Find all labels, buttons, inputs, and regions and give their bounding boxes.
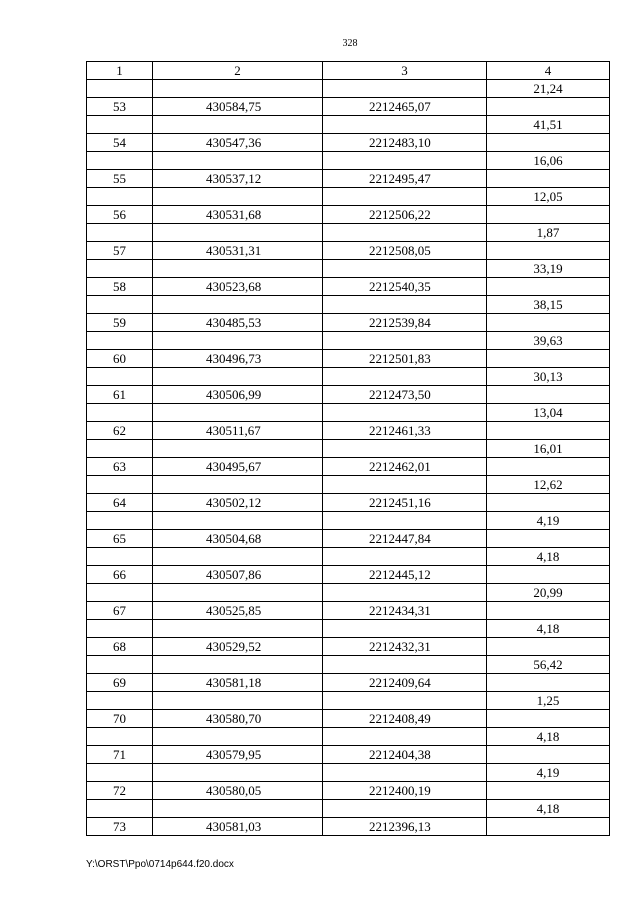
y-coordinate-cell <box>323 368 487 386</box>
distance-cell: 1,87 <box>487 224 610 242</box>
table-row <box>87 350 610 368</box>
x-coordinate-cell <box>153 368 323 386</box>
point-number-cell <box>87 80 153 98</box>
distance-cell: 21,24 <box>487 80 610 98</box>
y-coordinate-cell: 2212396,13 <box>323 818 487 836</box>
table-row <box>87 404 610 422</box>
distance-cell <box>487 242 610 260</box>
table-row <box>87 512 610 530</box>
point-number-cell: 70 <box>87 710 153 728</box>
y-coordinate-cell: 2212404,38 <box>323 746 487 764</box>
x-coordinate-cell: 430485,53 <box>153 314 323 332</box>
x-coordinate-cell: 430581,03 <box>153 818 323 836</box>
table-row <box>87 620 610 638</box>
table-row <box>87 116 610 134</box>
y-coordinate-cell <box>323 620 487 638</box>
table-row <box>87 692 610 710</box>
distance-cell <box>487 530 610 548</box>
y-coordinate-cell <box>323 512 487 530</box>
distance-cell <box>487 170 610 188</box>
distance-cell: 16,06 <box>487 152 610 170</box>
distance-cell <box>487 134 610 152</box>
table-row <box>87 368 610 386</box>
footer-file-path: Y:\ORST\Ppo\0714p644.f20.docx <box>86 859 234 870</box>
table-row <box>87 224 610 242</box>
table-row <box>87 584 610 602</box>
x-coordinate-cell <box>153 260 323 278</box>
x-coordinate-cell <box>153 224 323 242</box>
x-coordinate-cell: 430495,67 <box>153 458 323 476</box>
table-row <box>87 314 610 332</box>
x-coordinate-cell <box>153 512 323 530</box>
point-number-cell: 57 <box>87 242 153 260</box>
point-number-cell <box>87 620 153 638</box>
point-number-cell: 64 <box>87 494 153 512</box>
x-coordinate-cell: 430547,36 <box>153 134 323 152</box>
x-coordinate-cell <box>153 620 323 638</box>
table-row <box>87 728 610 746</box>
table-row <box>87 332 610 350</box>
x-coordinate-cell <box>153 116 323 134</box>
column-header-3: 3 <box>323 62 487 80</box>
point-number-cell: 60 <box>87 350 153 368</box>
table-row <box>87 782 610 800</box>
x-coordinate-cell <box>153 728 323 746</box>
table-row <box>87 764 610 782</box>
coordinates-table-container <box>86 61 610 836</box>
distance-cell <box>487 638 610 656</box>
point-number-cell: 72 <box>87 782 153 800</box>
y-coordinate-cell <box>323 404 487 422</box>
distance-cell <box>487 206 610 224</box>
point-number-cell: 67 <box>87 602 153 620</box>
x-coordinate-cell: 430502,12 <box>153 494 323 512</box>
distance-cell: 39,63 <box>487 332 610 350</box>
distance-cell: 4,18 <box>487 728 610 746</box>
y-coordinate-cell: 2212501,83 <box>323 350 487 368</box>
y-coordinate-cell: 2212409,64 <box>323 674 487 692</box>
point-number-cell: 61 <box>87 386 153 404</box>
distance-cell <box>487 782 610 800</box>
table-row <box>87 458 610 476</box>
point-number-cell <box>87 764 153 782</box>
x-coordinate-cell: 430504,68 <box>153 530 323 548</box>
distance-cell: 41,51 <box>487 116 610 134</box>
table-row <box>87 800 610 818</box>
point-number-cell <box>87 512 153 530</box>
y-coordinate-cell <box>323 80 487 98</box>
x-coordinate-cell <box>153 404 323 422</box>
point-number-cell <box>87 440 153 458</box>
coordinates-table <box>86 61 610 836</box>
table-row <box>87 278 610 296</box>
y-coordinate-cell <box>323 224 487 242</box>
distance-cell <box>487 314 610 332</box>
table-row <box>87 422 610 440</box>
x-coordinate-cell <box>153 332 323 350</box>
y-coordinate-cell <box>323 584 487 602</box>
point-number-cell <box>87 332 153 350</box>
table-row <box>87 548 610 566</box>
y-coordinate-cell <box>323 152 487 170</box>
distance-cell <box>487 818 610 836</box>
table-body <box>87 80 610 836</box>
distance-cell: 1,25 <box>487 692 610 710</box>
point-number-cell: 66 <box>87 566 153 584</box>
point-number-cell: 59 <box>87 314 153 332</box>
distance-cell: 13,04 <box>487 404 610 422</box>
table-row <box>87 242 610 260</box>
y-coordinate-cell <box>323 548 487 566</box>
table-row <box>87 98 610 116</box>
x-coordinate-cell <box>153 440 323 458</box>
table-row <box>87 80 610 98</box>
distance-cell: 4,19 <box>487 764 610 782</box>
table-row <box>87 476 610 494</box>
point-number-cell <box>87 152 153 170</box>
y-coordinate-cell <box>323 332 487 350</box>
y-coordinate-cell <box>323 764 487 782</box>
distance-cell <box>487 746 610 764</box>
point-number-cell: 55 <box>87 170 153 188</box>
table-row <box>87 440 610 458</box>
distance-cell <box>487 602 610 620</box>
point-number-cell <box>87 692 153 710</box>
point-number-cell: 69 <box>87 674 153 692</box>
table-row <box>87 134 610 152</box>
x-coordinate-cell <box>153 476 323 494</box>
distance-cell: 12,05 <box>487 188 610 206</box>
x-coordinate-cell: 430507,86 <box>153 566 323 584</box>
y-coordinate-cell: 2212540,35 <box>323 278 487 296</box>
distance-cell <box>487 566 610 584</box>
table-row <box>87 818 610 836</box>
distance-cell <box>487 386 610 404</box>
x-coordinate-cell: 430537,12 <box>153 170 323 188</box>
table-row <box>87 296 610 314</box>
table-row <box>87 206 610 224</box>
x-coordinate-cell <box>153 656 323 674</box>
x-coordinate-cell: 430531,31 <box>153 242 323 260</box>
y-coordinate-cell <box>323 476 487 494</box>
distance-cell: 38,15 <box>487 296 610 314</box>
point-number-cell <box>87 260 153 278</box>
table-row <box>87 260 610 278</box>
table-row <box>87 152 610 170</box>
distance-cell: 30,13 <box>487 368 610 386</box>
y-coordinate-cell: 2212462,01 <box>323 458 487 476</box>
distance-cell: 4,19 <box>487 512 610 530</box>
y-coordinate-cell: 2212539,84 <box>323 314 487 332</box>
table-row <box>87 188 610 206</box>
y-coordinate-cell: 2212408,49 <box>323 710 487 728</box>
point-number-cell <box>87 800 153 818</box>
x-coordinate-cell <box>153 800 323 818</box>
y-coordinate-cell: 2212483,10 <box>323 134 487 152</box>
x-coordinate-cell <box>153 188 323 206</box>
point-number-cell: 54 <box>87 134 153 152</box>
point-number-cell <box>87 188 153 206</box>
table-row <box>87 566 610 584</box>
point-number-cell: 73 <box>87 818 153 836</box>
point-number-cell <box>87 584 153 602</box>
x-coordinate-cell: 430529,52 <box>153 638 323 656</box>
y-coordinate-cell: 2212400,19 <box>323 782 487 800</box>
x-coordinate-cell: 430584,75 <box>153 98 323 116</box>
table-row <box>87 710 610 728</box>
distance-cell <box>487 458 610 476</box>
x-coordinate-cell <box>153 80 323 98</box>
distance-cell <box>487 98 610 116</box>
point-number-cell: 58 <box>87 278 153 296</box>
x-coordinate-cell <box>153 692 323 710</box>
y-coordinate-cell: 2212465,07 <box>323 98 487 116</box>
distance-cell: 20,99 <box>487 584 610 602</box>
y-coordinate-cell: 2212451,16 <box>323 494 487 512</box>
point-number-cell: 56 <box>87 206 153 224</box>
point-number-cell <box>87 368 153 386</box>
column-header-4: 4 <box>487 62 610 80</box>
x-coordinate-cell <box>153 296 323 314</box>
table-row <box>87 638 610 656</box>
y-coordinate-cell <box>323 800 487 818</box>
y-coordinate-cell <box>323 188 487 206</box>
x-coordinate-cell: 430531,68 <box>153 206 323 224</box>
distance-cell: 4,18 <box>487 800 610 818</box>
y-coordinate-cell <box>323 656 487 674</box>
x-coordinate-cell: 430581,18 <box>153 674 323 692</box>
y-coordinate-cell: 2212461,33 <box>323 422 487 440</box>
x-coordinate-cell <box>153 764 323 782</box>
x-coordinate-cell: 430496,73 <box>153 350 323 368</box>
x-coordinate-cell: 430580,70 <box>153 710 323 728</box>
table-row <box>87 530 610 548</box>
x-coordinate-cell: 430580,05 <box>153 782 323 800</box>
distance-cell: 16,01 <box>487 440 610 458</box>
point-number-cell <box>87 116 153 134</box>
point-number-cell: 53 <box>87 98 153 116</box>
table-row <box>87 386 610 404</box>
point-number-cell <box>87 656 153 674</box>
point-number-cell <box>87 224 153 242</box>
y-coordinate-cell: 2212508,05 <box>323 242 487 260</box>
point-number-cell <box>87 548 153 566</box>
y-coordinate-cell <box>323 260 487 278</box>
x-coordinate-cell: 430579,95 <box>153 746 323 764</box>
distance-cell <box>487 494 610 512</box>
y-coordinate-cell: 2212447,84 <box>323 530 487 548</box>
distance-cell <box>487 278 610 296</box>
point-number-cell <box>87 296 153 314</box>
table-row <box>87 674 610 692</box>
y-coordinate-cell: 2212445,12 <box>323 566 487 584</box>
point-number-cell: 65 <box>87 530 153 548</box>
x-coordinate-cell: 430511,67 <box>153 422 323 440</box>
point-number-cell: 71 <box>87 746 153 764</box>
y-coordinate-cell <box>323 692 487 710</box>
point-number-cell <box>87 404 153 422</box>
point-number-cell <box>87 728 153 746</box>
table-row <box>87 494 610 512</box>
column-header-2: 2 <box>153 62 323 80</box>
y-coordinate-cell: 2212495,47 <box>323 170 487 188</box>
point-number-cell: 62 <box>87 422 153 440</box>
table-header-row <box>87 62 610 80</box>
point-number-cell: 63 <box>87 458 153 476</box>
distance-cell <box>487 422 610 440</box>
table-row <box>87 656 610 674</box>
column-header-1: 1 <box>87 62 153 80</box>
y-coordinate-cell: 2212434,31 <box>323 602 487 620</box>
x-coordinate-cell: 430523,68 <box>153 278 323 296</box>
x-coordinate-cell <box>153 548 323 566</box>
distance-cell <box>487 350 610 368</box>
point-number-cell: 68 <box>87 638 153 656</box>
y-coordinate-cell <box>323 116 487 134</box>
page-number: 328 <box>342 38 358 49</box>
y-coordinate-cell: 2212432,31 <box>323 638 487 656</box>
table-row <box>87 170 610 188</box>
distance-cell: 4,18 <box>487 620 610 638</box>
table-row <box>87 602 610 620</box>
y-coordinate-cell <box>323 296 487 314</box>
distance-cell: 56,42 <box>487 656 610 674</box>
y-coordinate-cell <box>323 728 487 746</box>
point-number-cell <box>87 476 153 494</box>
x-coordinate-cell: 430525,85 <box>153 602 323 620</box>
y-coordinate-cell: 2212473,50 <box>323 386 487 404</box>
x-coordinate-cell: 430506,99 <box>153 386 323 404</box>
distance-cell: 33,19 <box>487 260 610 278</box>
table-row <box>87 746 610 764</box>
distance-cell: 12,62 <box>487 476 610 494</box>
distance-cell: 4,18 <box>487 548 610 566</box>
y-coordinate-cell: 2212506,22 <box>323 206 487 224</box>
distance-cell <box>487 710 610 728</box>
x-coordinate-cell <box>153 584 323 602</box>
distance-cell <box>487 674 610 692</box>
y-coordinate-cell <box>323 440 487 458</box>
x-coordinate-cell <box>153 152 323 170</box>
